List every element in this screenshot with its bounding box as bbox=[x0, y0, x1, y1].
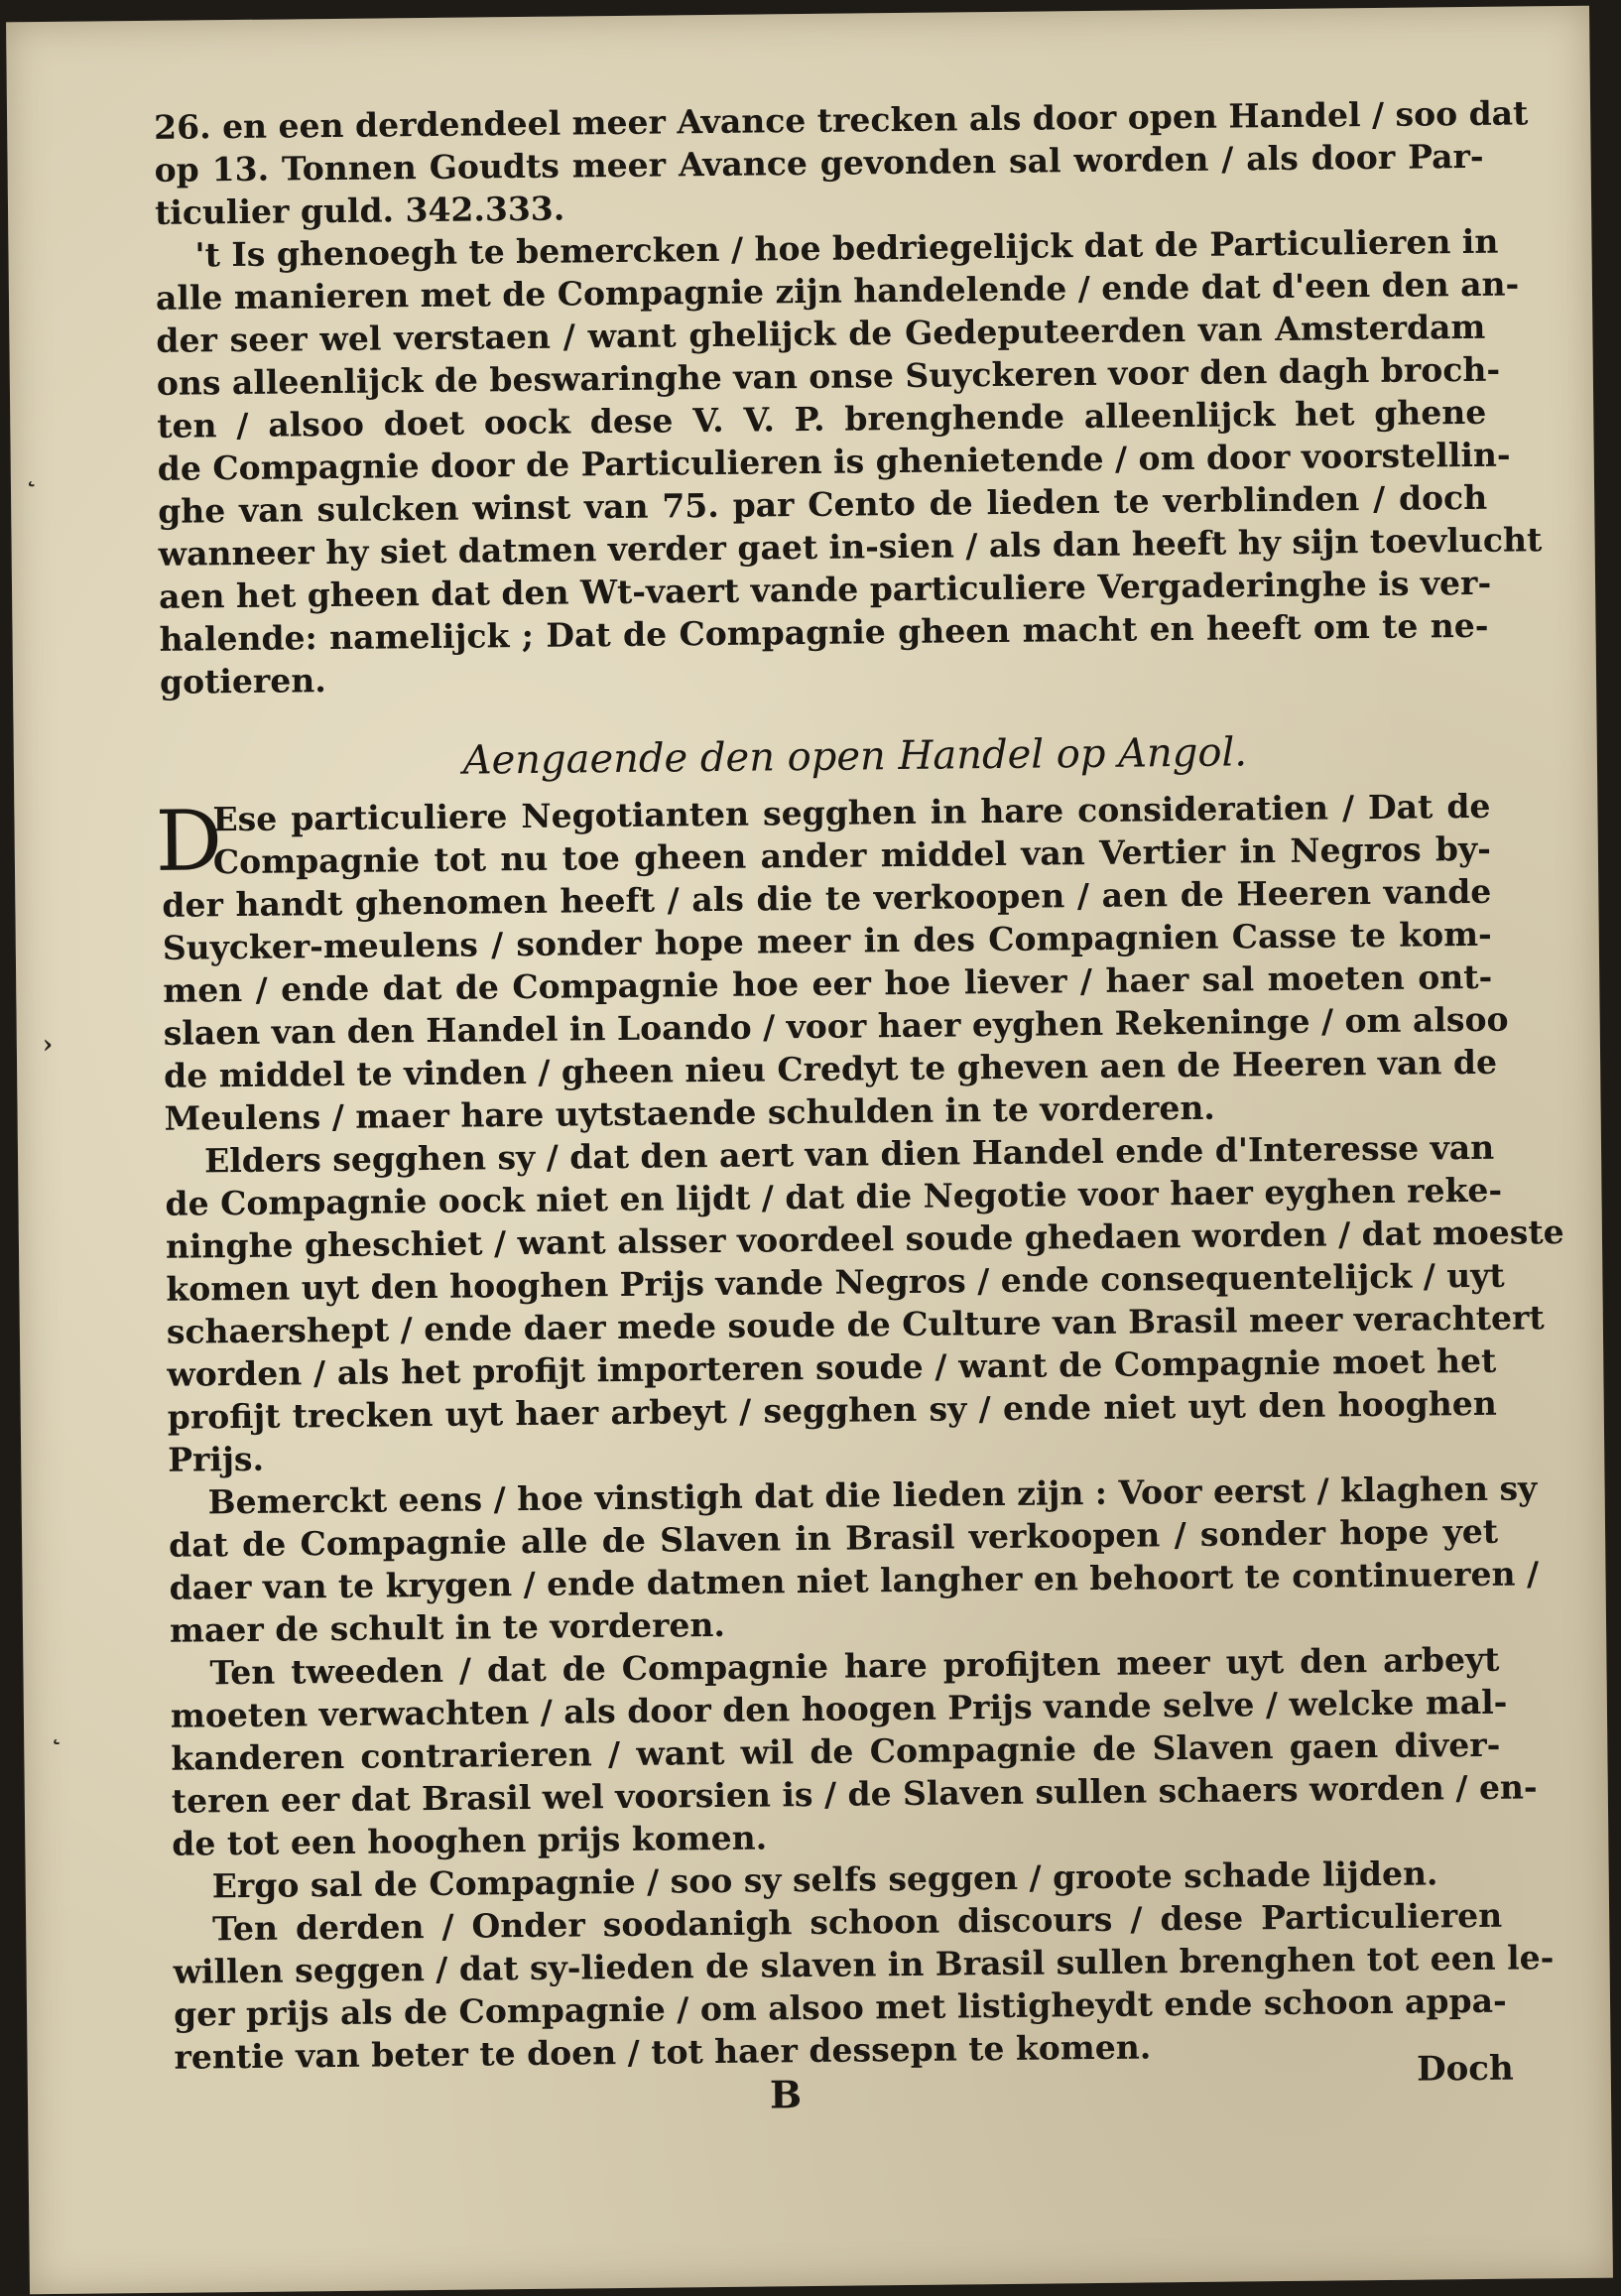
text-line: Compagnie tot nu toe gheen ander middel van Vertier in Negros by- bbox=[212, 829, 1492, 882]
text-line: kanderen contrarieren / want wil de Compagnie de Slaven gaen diver- bbox=[171, 1724, 1501, 1778]
text-line: ger prijs als de Compagnie / om alsoo met listigheydt ende schoon appa- bbox=[173, 1980, 1507, 2034]
text-line: op 13. Tonnen Goudts meer Avance gevonden sal worden / als door Par- bbox=[154, 136, 1484, 190]
paragraph-top bbox=[153, 92, 1543, 703]
margin-mark: ˛ bbox=[49, 1716, 63, 1747]
text-line: slaen van den Handel in Loando / voor haer eyghen Rekeninge / om alsoo bbox=[163, 999, 1509, 1053]
text-line: Prijs. bbox=[168, 1439, 265, 1479]
document-page bbox=[6, 6, 1613, 2295]
text-line: de middel te vinden / gheen nieu Credyt te gheven aen de Heeren van de bbox=[163, 1042, 1498, 1095]
text-line: moeten verwachten / als door den hoogen Prijs vande selve / welcke mal- bbox=[170, 1682, 1508, 1735]
text-line: 26. en een derdendeel meer Avance trecken als door open Handel / soo dat bbox=[153, 93, 1529, 147]
text-line: Suycker-meulens / sonder hope meer in des Compagnien Casse te kom- bbox=[162, 914, 1492, 967]
text-line: wanneer hy siet datmen verder gaet in-sien / als dan heeft hy sijn toevlucht bbox=[158, 520, 1543, 574]
text-line: komen uyt den hooghen Prijs vande Negros / ende consequentelijck / uyt bbox=[166, 1255, 1505, 1309]
text-line: willen seggen / dat sy-lieden de slaven in Brasil sullen brenghen tot een le- bbox=[173, 1938, 1555, 1991]
margin-mark: ˛ bbox=[24, 458, 38, 489]
text-line: alle manieren met de Compagnie zijn handelende / ende dat d'een den an- bbox=[155, 264, 1520, 318]
text-line: worden / als het profijt importeren soude / want de Compagnie moet het bbox=[167, 1340, 1497, 1394]
text-line: ons alleenlijck de beswaringhe van onse Suyckeren voor den dagh broch- bbox=[156, 349, 1501, 403]
catchword: Doch bbox=[1416, 2048, 1514, 2090]
text-line: Ten derden / Onder soodanigh schoon discours / dese Particulieren bbox=[211, 1895, 1503, 1949]
text-line: schaershept / ende daer mede soude de Culture van Brasil meer verachtert bbox=[166, 1298, 1545, 1351]
text-line: ten / alsoo doet oock dese V. V. P. brenghende alleenlijck het ghene bbox=[157, 392, 1487, 446]
text-block bbox=[153, 92, 1564, 2138]
text-line: teren eer dat Brasil wel voorsien is / de Slaven sullen schaers worden / en- bbox=[171, 1767, 1538, 1821]
text-line: Ten tweeden / dat de Compagnie hare profijten meer uyt den arbeyt bbox=[209, 1639, 1500, 1693]
text-line: daer van te krygen / ende datmen niet langher en behoort te continueren / bbox=[169, 1554, 1540, 1607]
drop-cap: D bbox=[155, 792, 223, 890]
text-line: dat de Compagnie alle de Slaven in Brasil verkoopen / sonder hope yet bbox=[168, 1511, 1499, 1565]
margin-mark: › bbox=[42, 1029, 54, 1061]
text-line: ninghe gheschiet / want alsser voordeel soude ghedaen worden / dat moeste bbox=[165, 1212, 1564, 1266]
text-line: men / ende dat de Compagnie hoe eer hoe liever / haer sal moeten ont- bbox=[163, 957, 1493, 1010]
text-line: Meulens / maer hare uytstaende schulden in te vorderen. bbox=[164, 1087, 1216, 1138]
text-line: halende: namelijck ; Dat de Compagnie gheen macht en heeft om te ne- bbox=[159, 605, 1489, 659]
text-line: profijt trecken uyt haer arbeyt / segghen sy / ende niet uyt den hooghen bbox=[167, 1383, 1497, 1437]
text-line: 't Is ghenoegh te bemercken / hoe bedriegelijck dat de Particulieren in bbox=[194, 221, 1499, 275]
text-line: Bemerckt eens / hoe vinstigh dat die lieden zijn : Voor eerst / klaghen sy bbox=[207, 1468, 1538, 1522]
text-line: Ergo sal de Compagnie / soo sy selfs seggen / groote schade lijden. bbox=[211, 1853, 1438, 1906]
text-line: de Compagnie door de Particulieren is ghenietende / om door voorstellin- bbox=[157, 435, 1511, 488]
text-line: der handt ghenomen heeft / als die te verkoopen / aen de Heeren vande bbox=[162, 871, 1492, 925]
text-line: ticulier guld. 342.333. bbox=[154, 189, 565, 232]
signature-mark: B bbox=[769, 2072, 803, 2117]
text-line: gotieren. bbox=[159, 661, 326, 702]
text-line: aen het gheen dat den Wt-vaert vande particuliere Vergaderinghe is ver- bbox=[158, 563, 1492, 616]
paragraph-angol bbox=[155, 785, 1564, 2079]
text-line: maer de schult in te vorderen. bbox=[169, 1604, 726, 1650]
text-line: Elders segghen sy / dat den aert van dien Handel ende d'Interesse van bbox=[203, 1127, 1495, 1181]
text-line: ghe van sulcken winst van 75. par Cento de lieden te verblinden / doch bbox=[158, 477, 1488, 531]
text-line: der seer wel verstaen / want ghelijck de Gedeputeerden van Amsterdam bbox=[156, 307, 1486, 360]
text-line: D Ese particuliere Negotianten segghen in hare consideratien / Dat de bbox=[155, 786, 1491, 890]
section-heading: Aengaende den open Handel op Angol. bbox=[462, 729, 1248, 784]
text-line: de Compagnie oock niet en lijdt / dat die Negotie voor haer eyghen reke- bbox=[165, 1170, 1503, 1223]
text-line: rentie van beter te doen / tot haer dessepn te komen. bbox=[174, 2027, 1152, 2077]
text-line: de tot een hooghen prijs komen. bbox=[172, 1818, 768, 1863]
